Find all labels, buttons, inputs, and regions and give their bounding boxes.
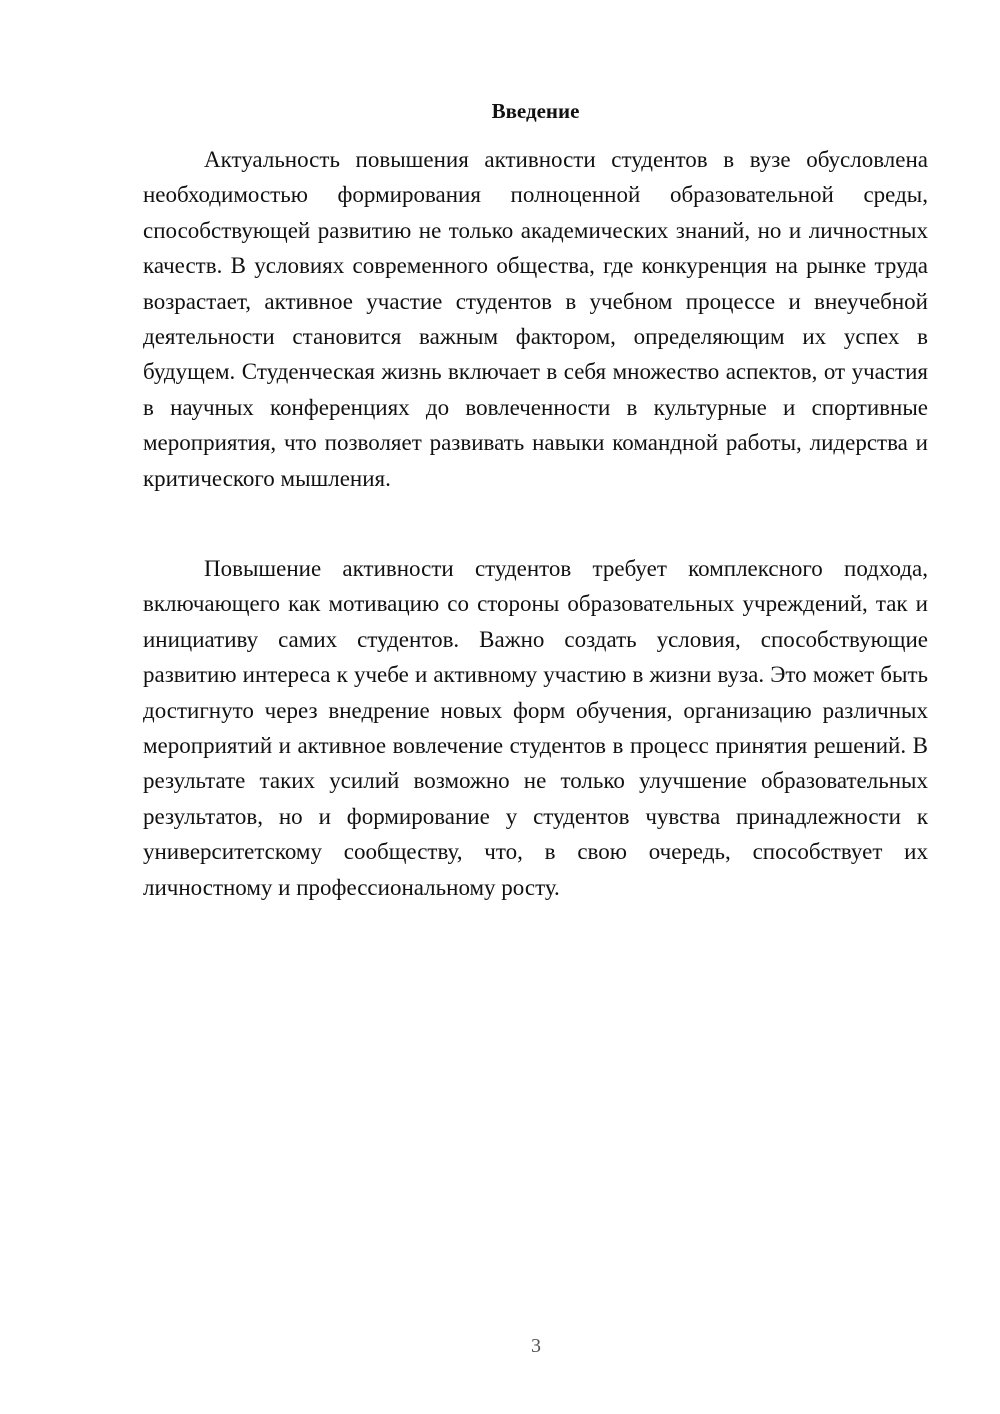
paragraph-2: Повышение активности студентов требует комплексного подхода, включающего как мотивацию со стороны образовательных учреждений, так и инициативу самих студентов. Важно создать условия, способствующие развитию интереса к учебе и активному участию в жизни вуза. Это может быть достигнуто через внедрение новых форм обучения, организацию различных мероприятий и активное вовлечение студентов в процесс принятия решений. В результате таких усилий возможно не только улучшение образовательных результатов, но и формирование у студентов чувства принадлежности к университетскому сообществу, что, в свою очередь, способствует их личностному и профессиональному росту. <box>143 556 928 900</box>
page-number: 3 <box>531 1335 541 1357</box>
paragraph-1: Актуальность повышения активности студентов в вузе обусловлена необходимостью формирования полноценной образовательной среды, способствующей развитию не только академических знаний, но и личностных качеств. В условиях современного общества, где конкуренция на рынке труда возрастает, активное участие студентов в учебном процессе и внеучебной деятельности становится важным фактором, определяющим их успех в будущем. Студенческая жизнь включает в себя множество аспектов, от участия в научных конференциях до вовлеченности в культурные и спортивные мероприятия, что позволяет развивать навыки командной работы, лидерства и критического мышления. <box>143 147 928 491</box>
section-heading: Введение <box>491 99 580 123</box>
